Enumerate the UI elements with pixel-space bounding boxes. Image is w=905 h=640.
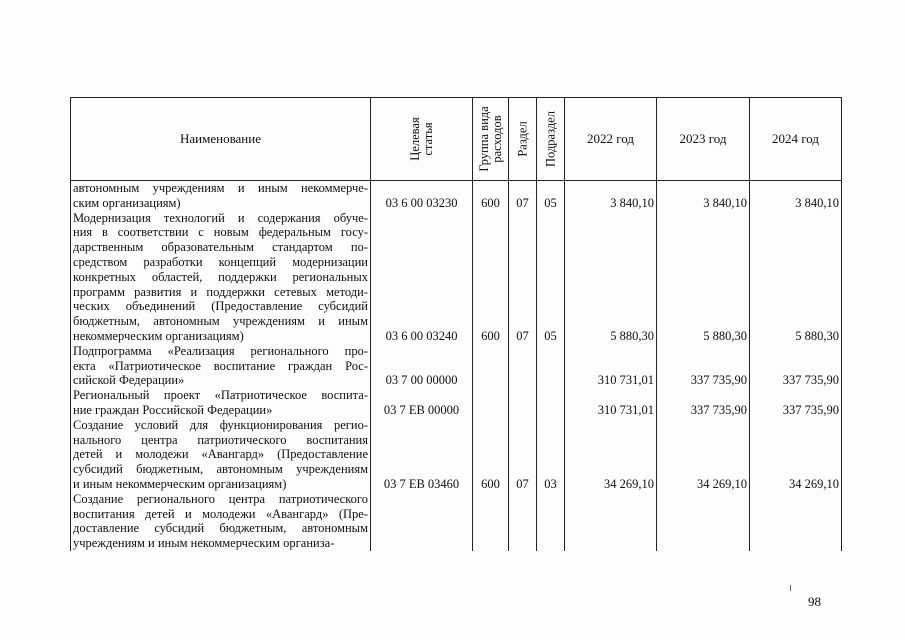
header-year-2024: 2024 год [750,98,842,181]
row-name-line: сийской Федерации» [73,373,185,388]
row-name-line: Создание регионального центра патриотического [73,491,368,506]
row-name-line: Подпрограмма «Реализация регионального про- [73,343,368,358]
row-expense-group [473,388,509,418]
table-row [71,492,842,551]
row-subsection [537,344,565,388]
scan-mark [790,585,791,591]
budget-table [70,97,842,551]
row-amount-2023: 337 735,90 [657,344,750,388]
row-amount-2022: 5 880,30 [565,211,657,344]
table-row [71,181,842,211]
row-name-line: доставление субсидий бюджетным, автономным [73,521,368,536]
header-year-2023: 2023 год [657,98,750,181]
row-amount-2022: 310 731,01 [565,388,657,418]
row-amount-2022 [565,492,657,551]
row-expense-group: 600 [473,181,509,211]
table-row [71,388,842,418]
row-name-cell [71,181,371,211]
row-expense-group: 600 [473,418,509,492]
row-amount-2024 [750,492,842,551]
row-amount-2022: 310 731,01 [565,344,657,388]
row-target-article: 03 6 00 03240 [371,211,473,344]
row-section [509,388,537,418]
row-name-line: екта «Патриотическое воспитание граждан Рос- [73,358,368,373]
header-section: Раздел [509,98,537,181]
table-header-row [71,98,842,181]
row-amount-2023: 3 840,10 [657,181,750,211]
row-amount-2024: 337 735,90 [750,388,842,418]
row-section [509,492,537,551]
row-expense-group [473,492,509,551]
row-expense-group: 600 [473,211,509,344]
row-target-article: 03 7 00 00000 [371,344,473,388]
row-section: 07 [509,211,537,344]
row-target-article [371,492,473,551]
row-subsection: 03 [537,418,565,492]
row-name-cell [71,344,371,388]
row-target-article: 03 6 00 03230 [371,181,473,211]
header-expense-group: Группа вида расходов [473,98,509,181]
row-amount-2023 [657,492,750,551]
header-subsection: Подраздел [537,98,565,181]
row-name-cell [71,211,371,344]
row-name-line: и иным некоммерческим организациям) [73,476,287,491]
table-row [71,418,842,492]
row-subsection: 05 [537,211,565,344]
row-name-line: Модернизация технологий и содержания обуче- [73,210,368,225]
row-amount-2023: 337 735,90 [657,388,750,418]
row-name-cell [71,492,371,551]
row-amount-2023: 34 269,10 [657,418,750,492]
row-name-line: ческих объединений (Предоставление субсидий [73,299,368,314]
row-amount-2024: 5 880,30 [750,211,842,344]
row-expense-group [473,344,509,388]
row-name-line: детей и молодежи «Авангард» (Предоставление [73,447,368,462]
row-name-line: конкретных областей, поддержки региональных [73,269,368,284]
row-name-line: некоммерческим организациям) [73,328,244,343]
header-year-2022: 2022 год [565,98,657,181]
row-name-line: ние граждан Российской Федерации» [73,402,273,417]
row-name-line: воспитания детей и молодежи «Авангард» (Пре- [73,506,368,521]
row-name-line: субсидий бюджетным, автономным учреждениям [73,462,368,477]
row-name-line: нального центра патриотического воспитания [73,432,368,447]
row-name-cell [71,388,371,418]
row-name-cell [71,418,371,492]
row-subsection [537,492,565,551]
table-row [71,344,842,388]
row-amount-2024: 337 735,90 [750,344,842,388]
row-amount-2022: 3 840,10 [565,181,657,211]
row-target-article: 03 7 ЕВ 00000 [371,388,473,418]
row-subsection [537,388,565,418]
row-name-line: ским организациям) [73,195,181,210]
row-name-line: учреждениям и иным некоммерческим организа- [73,536,335,551]
row-name-line: Региональный проект «Патриотическое воспита- [73,388,368,403]
page-number: 98 [808,594,821,609]
table-row [71,211,842,344]
row-name-line: программ развития и поддержки сетевых методи- [73,284,368,299]
row-section: 07 [509,181,537,211]
row-amount-2024: 34 269,10 [750,418,842,492]
row-amount-2022: 34 269,10 [565,418,657,492]
budget-table-container [70,97,841,580]
row-section: 07 [509,418,537,492]
row-target-article: 03 7 ЕВ 03460 [371,418,473,492]
row-amount-2024: 3 840,10 [750,181,842,211]
table-body [71,181,842,551]
row-name-line: ния в соответствии с новым федеральным госу- [73,225,368,240]
row-subsection: 05 [537,181,565,211]
row-name-line: бюджетным, автономным учреждениям и иным [73,314,368,329]
header-target-article: Целевая статья [371,98,473,181]
row-name-line: автономным учреждениям и иным некоммерче- [73,181,368,195]
row-name-line: дарственным образовательным стандартом по- [73,240,368,255]
row-name-line: средством разработки концепций модернизации [73,254,368,269]
row-name-line: Создание условий для функционирования регио- [73,417,368,432]
row-amount-2023: 5 880,30 [657,211,750,344]
row-section [509,344,537,388]
header-name: Наименование [71,98,371,181]
